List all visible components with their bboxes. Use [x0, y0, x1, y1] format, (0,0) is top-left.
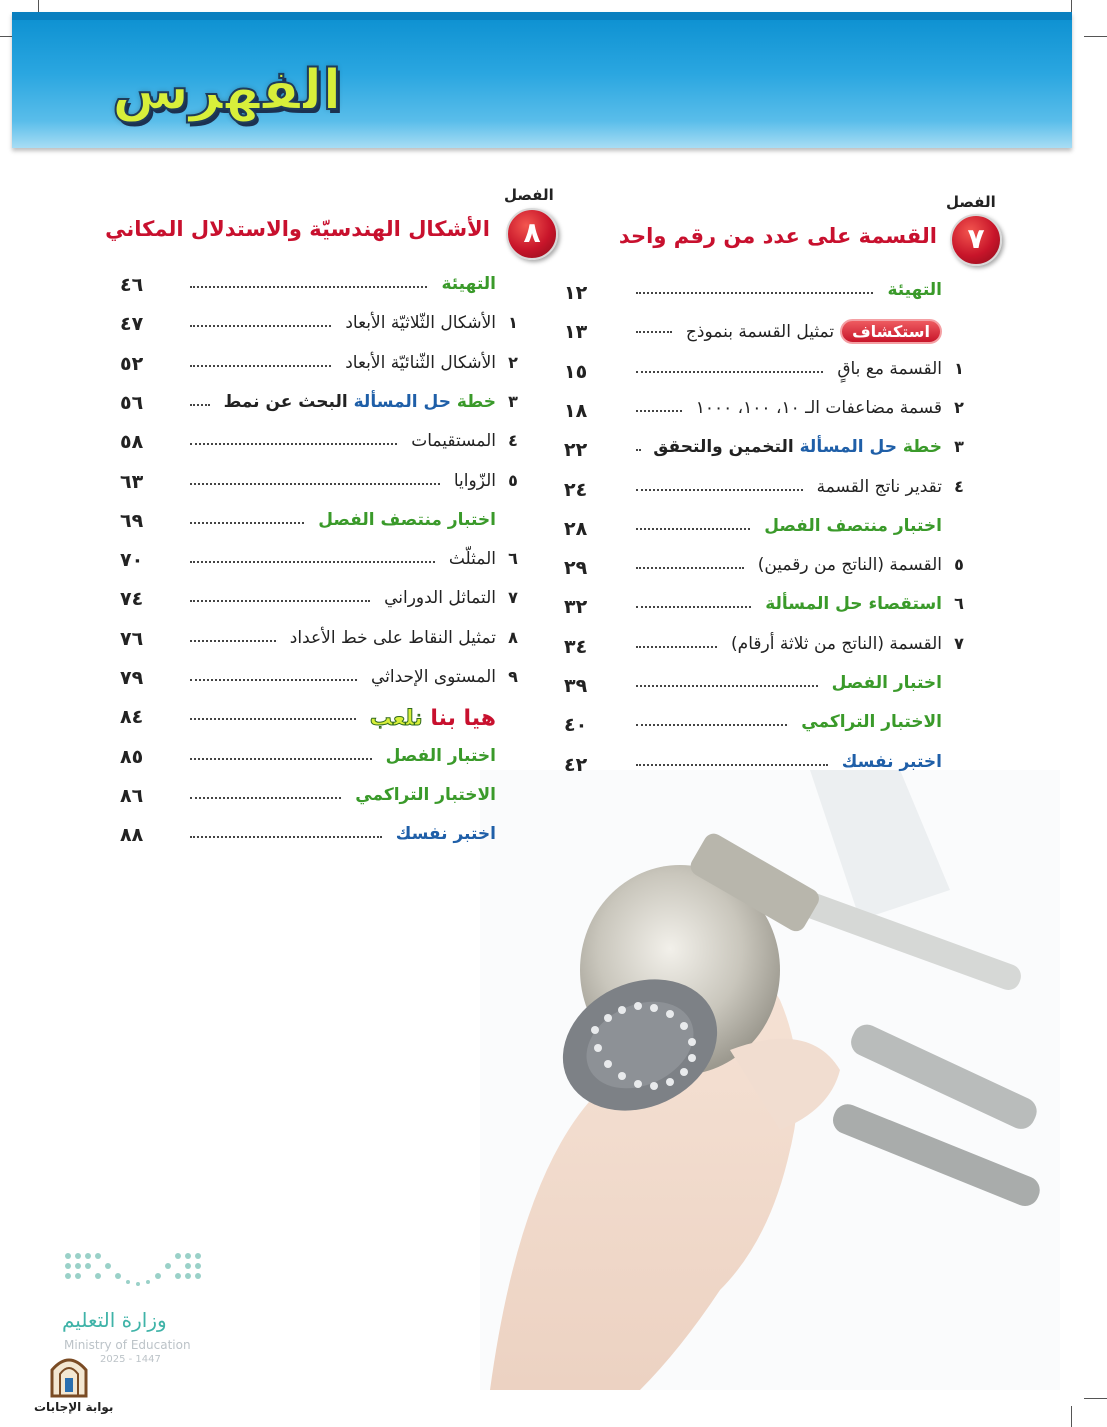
leader-dots — [636, 371, 823, 373]
lesson-number: ٢ — [508, 352, 518, 372]
page-number: ٤٦ — [120, 274, 144, 296]
label-part: قسمة مضاعفات الـ ١٠، ١٠٠، ١٠٠٠ — [695, 397, 942, 418]
crop-mark — [1071, 1406, 1072, 1427]
ministry-name-ar: وزارة التعليم — [62, 1308, 167, 1332]
leader-dots — [190, 483, 440, 485]
page-title: الفهرس — [112, 58, 342, 123]
lesson-number: ٥ — [508, 470, 518, 490]
toc-entry-label — [454, 471, 496, 491]
page-number: ١٢ — [564, 282, 588, 304]
toc-entry-label — [758, 555, 942, 575]
page-number: ٨٨ — [120, 824, 144, 847]
leader-dots — [636, 685, 818, 687]
leader-dots — [190, 404, 210, 406]
page-number: ٤٢ — [564, 753, 588, 776]
page-number: ٧٩ — [120, 667, 144, 689]
toc-row[interactable] — [190, 626, 524, 656]
toc-entry-label — [290, 628, 496, 648]
toc-entry-label — [731, 634, 942, 654]
leader-dots — [636, 567, 744, 569]
toc-entry-label — [837, 359, 942, 379]
toc-entry-label: التهيئة — [887, 280, 942, 300]
label-part: خطة — [450, 391, 496, 412]
page-number: ١٣ — [564, 321, 588, 344]
crop-mark — [1084, 36, 1107, 37]
toc-row[interactable] — [636, 317, 970, 347]
ministry-year: 2025 - 1447 — [100, 1354, 161, 1365]
label-part: استقصاء — [862, 594, 942, 615]
label-part: حل المسألة — [765, 594, 863, 615]
toc-row[interactable] — [190, 429, 524, 459]
leader-dots — [636, 606, 751, 608]
label-part: الأشكال الثّنائيّة الأبعاد — [345, 352, 496, 373]
toc-row[interactable] — [636, 278, 970, 308]
label-part: المستوى الإحداثي — [371, 667, 496, 687]
toc-entry-label: اختبر نفسك — [841, 751, 942, 772]
leader-dots — [636, 724, 787, 726]
lesson-number: ١ — [954, 358, 964, 378]
toc-row[interactable] — [636, 514, 970, 544]
page-number: ٥٦ — [120, 391, 144, 414]
toc-entry-label — [765, 594, 942, 614]
toc-row[interactable] — [190, 547, 524, 577]
page-number: ٤٧ — [120, 313, 144, 336]
label-part: حل المسألة — [353, 391, 451, 412]
leader-dots — [190, 286, 427, 288]
toc-row[interactable] — [190, 586, 524, 616]
leader-dots — [636, 646, 717, 648]
lesson-number: ٨ — [508, 627, 518, 647]
toc-entry-label — [345, 313, 496, 333]
leader-dots — [636, 764, 828, 766]
label-part: تمثيل النقاط على خط الأعداد — [289, 627, 496, 648]
leader-dots — [190, 758, 372, 760]
toc-row[interactable] — [636, 671, 970, 701]
page-number: ٢٨ — [564, 517, 588, 540]
toc-row[interactable] — [636, 357, 970, 387]
chapter-8-number: ٨ — [506, 208, 558, 260]
page-number: ٦٣ — [120, 470, 144, 493]
leader-dots — [190, 836, 382, 838]
lesson-number: ٩ — [508, 667, 518, 686]
leader-dots — [636, 449, 639, 451]
toc-entry-label — [449, 549, 496, 569]
toc-row[interactable] — [190, 783, 524, 813]
page-number: ٨٤ — [120, 706, 144, 729]
chapter-7-title: القسمة على عدد من رقم واحد — [618, 224, 937, 248]
chapter-7-number: ٧ — [950, 214, 1002, 266]
toc-entry-label — [686, 319, 942, 344]
toc-entry-label — [224, 392, 496, 412]
page-number: ٥٢ — [120, 352, 144, 375]
toc-row[interactable] — [636, 750, 970, 780]
ministry-name-en: Ministry of Education — [64, 1338, 191, 1352]
crop-mark — [1084, 1398, 1107, 1399]
lesson-number: ٣ — [508, 391, 518, 411]
page-number: ٤٠ — [564, 714, 588, 737]
toc-row[interactable] — [636, 592, 970, 622]
label-part: المستقيمات — [411, 431, 496, 452]
lesson-number: ٤ — [508, 431, 518, 451]
leader-dots — [190, 797, 341, 799]
leader-dots — [190, 325, 331, 327]
label-part: القسمة (الناتج من ثلاثة أرقام) — [731, 633, 942, 654]
page-number: ٨٦ — [120, 784, 144, 807]
label-part: تقدير ناتج القسمة — [816, 476, 942, 497]
toc-row[interactable] — [190, 390, 524, 420]
chapter-8-word: الفصل — [504, 186, 554, 204]
page-number: ٣٤ — [564, 635, 588, 658]
toc-row[interactable] — [636, 435, 970, 465]
leader-dots — [636, 331, 672, 333]
page-number: ٢٤ — [564, 478, 588, 501]
toc-entry-label — [817, 477, 942, 497]
toc-entry-label: اختبار الفصل — [831, 673, 942, 693]
toc-entry-label: اختبر نفسك — [395, 824, 496, 845]
leader-dots — [636, 292, 873, 294]
toc-entry-label: الاختبار التراكمي — [801, 712, 942, 733]
toc-row[interactable] — [190, 351, 524, 381]
toc-entry-label — [411, 431, 496, 451]
toc-entry-label: التهيئة — [441, 274, 496, 294]
label-part: البحث عن نمط — [223, 391, 354, 412]
leader-dots — [190, 600, 370, 602]
toc-row[interactable] — [190, 665, 524, 695]
toc-entry-label — [384, 588, 496, 608]
label-part: التماثل الدوراني — [384, 588, 496, 609]
toc-entry-label — [370, 706, 496, 731]
chapter-7-word: الفصل — [946, 193, 996, 211]
label-part: خطة — [896, 437, 942, 458]
watermark-text: بوابة الإجابات — [34, 1400, 114, 1414]
label-part: حل المسألة — [799, 437, 897, 458]
toc-entry-label — [696, 398, 942, 418]
chapter-8-title: الأشكال الهندسيّة والاستدلال المكاني — [105, 217, 490, 241]
toc-entry-label — [371, 667, 496, 687]
leader-dots — [190, 561, 435, 563]
toc-row[interactable] — [190, 508, 524, 538]
lesson-number: ٦ — [508, 549, 518, 569]
leader-dots — [636, 528, 750, 530]
label-part: القسمة مع باقٍ — [837, 358, 942, 379]
toc-entry-label: اختبار الفصل — [385, 745, 496, 766]
toc-row[interactable] — [190, 469, 524, 499]
leader-dots — [636, 410, 682, 412]
leader-dots — [636, 489, 803, 491]
label-part: تمثيل القسمة بنموذج — [685, 322, 835, 343]
page-number: ٧٦ — [120, 627, 144, 650]
toc-row[interactable] — [190, 311, 524, 341]
lesson-number: ٥ — [954, 555, 964, 575]
toc-entry-label: اختبار منتصف الفصل — [764, 515, 942, 536]
toc-entry-label: اختبار منتصف الفصل — [318, 509, 496, 530]
toc-entry-label — [345, 353, 496, 373]
lesson-number: ١ — [508, 313, 518, 333]
explore-badge: استكشاف — [840, 319, 942, 344]
leader-dots — [190, 640, 276, 642]
lesson-number: ٤ — [954, 476, 964, 496]
toc-row[interactable] — [190, 744, 524, 774]
page-number: ٧٠ — [120, 549, 144, 572]
lesson-number: ٧ — [954, 633, 964, 653]
label-part: هيا بنا — [422, 706, 496, 732]
toc-row[interactable] — [190, 704, 524, 734]
page-number: ٨٥ — [120, 745, 144, 768]
leader-dots — [190, 365, 331, 367]
leader-dots — [190, 522, 304, 524]
lesson-number: ٧ — [508, 588, 518, 608]
page-number: ٣٩ — [564, 675, 588, 697]
page-number: ١٥ — [564, 360, 588, 383]
leader-dots — [190, 718, 356, 720]
label-part: الزّوايا — [453, 470, 496, 491]
page-number: ٣٢ — [564, 596, 588, 619]
leader-dots — [190, 443, 397, 445]
toc-row[interactable] — [636, 396, 970, 426]
label-part: التخمين والتحقق — [653, 437, 800, 458]
label-part: المثلّث — [448, 549, 496, 570]
leader-dots — [190, 679, 357, 681]
toc-row[interactable] — [636, 475, 970, 505]
lesson-number: ٦ — [954, 594, 964, 614]
lesson-number: ٢ — [954, 397, 964, 417]
page-number: ٢٩ — [564, 557, 588, 580]
page-number: ١٨ — [564, 399, 588, 422]
toc-row[interactable] — [636, 710, 970, 740]
background-photo — [480, 770, 1060, 1390]
toc-entry-label — [653, 437, 942, 457]
toc-row[interactable] — [190, 272, 524, 302]
page-number: ٧٤ — [120, 588, 144, 611]
page-number: ٢٢ — [564, 439, 588, 462]
toc-row[interactable] — [636, 553, 970, 583]
label-part: الأشكال الثّلاثيّة الأبعاد — [345, 313, 496, 334]
label-part: نلعب — [369, 706, 423, 732]
page-number: ٥٨ — [120, 431, 144, 454]
toc-row[interactable] — [636, 632, 970, 662]
lesson-number: ٣ — [954, 437, 964, 457]
toc-row[interactable] — [190, 822, 524, 852]
toc-entry-label: الاختبار التراكمي — [355, 784, 496, 805]
page-number: ٦٩ — [120, 509, 144, 532]
watermark-logo — [48, 1352, 90, 1398]
label-part: القسمة (الناتج من رقمين) — [757, 555, 942, 576]
